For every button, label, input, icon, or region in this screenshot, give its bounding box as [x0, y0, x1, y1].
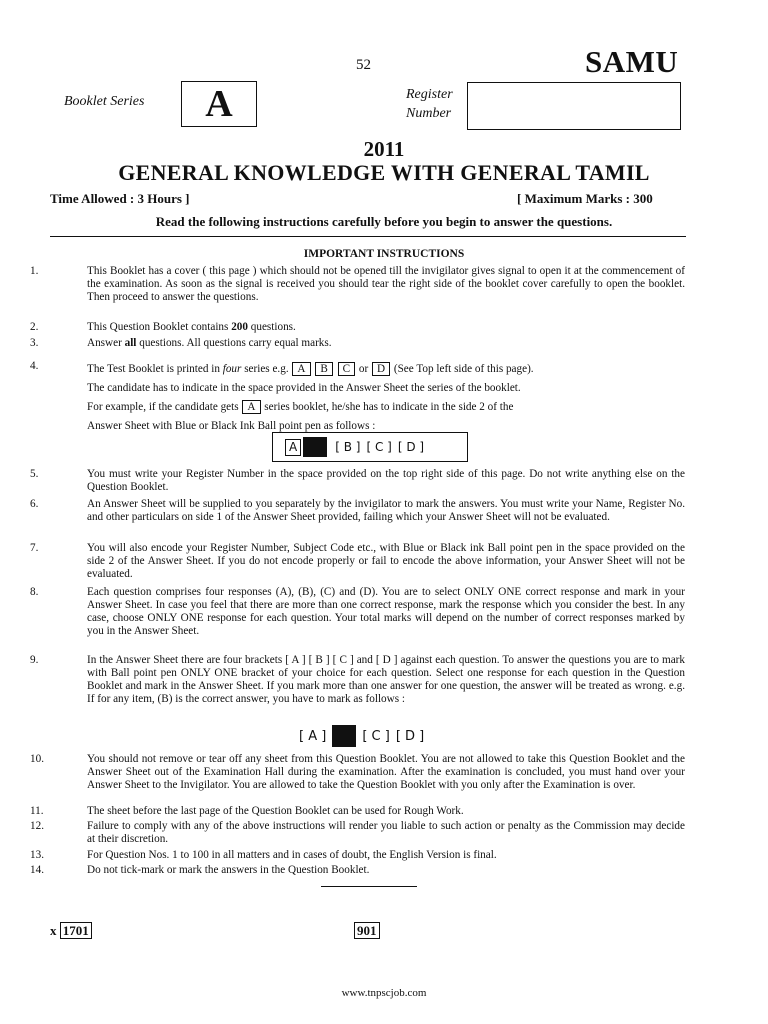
- instruction-text: Each question comprises four responses (A), (B), (C) and (D). You are to select ONLY ONE correct response and mark in your Answer Sheet. In case you feel that there are more than one correct response, mark the response which you consider the best. In any case, choose ONLY ONE response for each question. Your total marks will depend on the number of correct responses marked by you in the Answer Sheet.: [87, 586, 685, 637]
- time-allowed: Time Allowed : 3 Hours ]: [50, 191, 190, 206]
- text-part: For example, if the candidate gets: [87, 401, 242, 413]
- instruction-text: You should not remove or tear off any sheet from this Question Booklet. You are not allowed to take this Question Booklet and the Answer Sheet out of the Examination Hall during the examination. After the examination is concluded, you must hand over your Answer Sheet to the Invigilator. You are allowed to take the Question Booklet with you only after the Examination is over.: [87, 753, 685, 791]
- instruction-text: [87, 321, 685, 334]
- register-number-box[interactable]: [467, 82, 681, 130]
- instruction-number: 1.: [30, 265, 39, 277]
- sample-answer-c: [ C ]: [362, 728, 390, 744]
- text-italic: four: [222, 363, 242, 375]
- sample-option-d: [ D ]: [397, 440, 425, 454]
- exam-year: 2011: [363, 137, 405, 161]
- instruction-number: 10.: [30, 753, 44, 765]
- header-rule: [50, 236, 686, 237]
- text-bold: 200: [231, 321, 248, 333]
- instruction-text: In the Answer Sheet there are four brackets [ A ] [ B ] [ C ] and [ D ] against each question. To answer the questions you are to mark with Ball point pen ONLY ONE bracket of your choice for each question. Select one response for each question in the Question Booklet and mark in the Answer Sheet. If you mark more than one answer for one question, the answer will be treated as wrong. e.g. If for any item, (B) is the correct answer, you have to mark as follows :: [87, 654, 685, 705]
- instruction-number: 8.: [30, 586, 39, 598]
- text-part: or: [356, 363, 371, 375]
- instruction-text: This Booklet has a cover ( this page ) which should not be opened till the invigilator gives signal to open it at the commencement of the examination. As soon as the signal is received you should tear the right side of the booklet cover carefully to open the booklet. Then proceed to answer the questions.: [87, 265, 685, 303]
- footer-website: www.tnpscjob.com: [341, 987, 427, 999]
- footer-left-code: 1701: [60, 922, 92, 939]
- text-part: (See Top left side of this page).: [391, 363, 534, 375]
- text-part: questions. All questions carry equal marks.: [136, 337, 332, 349]
- series-option-a: A: [292, 362, 310, 376]
- instruction-text: For Question Nos. 1 to 100 in all matters and in cases of doubt, the English Version is final.: [87, 849, 497, 861]
- end-rule: [321, 886, 417, 887]
- instruction-number: 7.: [30, 542, 39, 554]
- text-part: The Test Booklet is printed in: [87, 363, 223, 375]
- instruction-number: 6.: [30, 498, 39, 510]
- read-instructions-note: Read the following instructions carefully before you begin to answer the questions.: [155, 214, 613, 229]
- sample-answer-d: [ D ]: [395, 728, 425, 744]
- instructions-heading: IMPORTANT INSTRUCTIONS: [303, 248, 465, 260]
- series-marking-sample: [272, 432, 468, 462]
- instruction-text: Failure to comply with any of the above instructions will render you liable to such action or penalty as the Commission may decide at their discretion.: [87, 820, 685, 845]
- booklet-series-label: Booklet Series: [64, 94, 145, 109]
- booklet-series-value: A: [205, 83, 233, 125]
- series-option-c: C: [338, 362, 355, 376]
- register-number-label: [406, 85, 453, 123]
- page-number: 52: [356, 57, 371, 73]
- text-part: questions.: [247, 321, 296, 333]
- instruction-number: 4.: [30, 360, 39, 372]
- text-part: series e.g.: [241, 363, 292, 375]
- footer-mid-code: 901: [354, 922, 380, 939]
- text-bold: all: [124, 337, 137, 349]
- answer-marking-sample: [299, 723, 424, 749]
- sample-answer-a: [ A ]: [299, 728, 327, 744]
- instruction-number: 3.: [30, 337, 39, 349]
- footer-prefix: x: [50, 923, 57, 938]
- instruction-text: [87, 337, 685, 350]
- instruction-text: [87, 360, 685, 436]
- booklet-series-box: [181, 81, 257, 127]
- text-part: series booklet, he/she has to indicate in the side 2 of the: [261, 401, 514, 413]
- series-option-example: A: [242, 400, 260, 414]
- series-option-d: D: [372, 362, 390, 376]
- sample-filled-option: [303, 437, 327, 457]
- instruction-number: 12.: [30, 820, 44, 832]
- instruction-text: You will also encode your Register Number, Subject Code etc., with Blue or Black ink Ball point pen in the space provided on the side 2 of the Answer Sheet. If you do not encode properly or fail to encode the above information, your Answer Sheet will not be evaluated.: [87, 542, 685, 580]
- text-part: Answer Sheet with Blue or Black Ink Ball point pen as follows :: [87, 420, 376, 432]
- instruction-text: Do not tick-mark or mark the answers in the Question Booklet.: [87, 864, 370, 876]
- text-part: This Question Booklet contains: [87, 321, 232, 333]
- instruction-number: 2.: [30, 321, 39, 333]
- sample-option-b: [ B ]: [335, 440, 361, 454]
- instruction-number: 5.: [30, 468, 39, 480]
- text-part: The candidate has to indicate in the space provided in the Answer Sheet the series of the booklet.: [87, 382, 521, 394]
- instruction-number: 14.: [30, 864, 44, 876]
- register-label-line2: Number: [406, 106, 452, 121]
- text-part: Answer: [87, 337, 125, 349]
- register-label-line1: Register: [406, 87, 453, 102]
- instruction-text: An Answer Sheet will be supplied to you separately by the invigilator to mark the answers. You must write your Name, Register No. and other particulars on side 1 of the Answer Sheet provided, failing which your Answer Sheet will not be evaluated.: [87, 498, 685, 523]
- instruction-number: 13.: [30, 849, 44, 861]
- maximum-marks: [ Maximum Marks : 300: [517, 191, 653, 206]
- instruction-number: 11.: [30, 805, 44, 817]
- footer-code-left: [50, 923, 92, 939]
- exam-title: GENERAL KNOWLEDGE WITH GENERAL TAMIL: [118, 160, 650, 185]
- sample-filled-answer-b: [332, 725, 356, 747]
- paper-code: SAMU: [585, 44, 679, 79]
- instruction-text: You must write your Register Number in the space provided on the top right side of this page. Do not write anything else on the Question Booklet.: [87, 468, 685, 493]
- instruction-text: The sheet before the last page of the Question Booklet can be used for Rough Work.: [87, 805, 464, 817]
- series-option-b: B: [315, 362, 332, 376]
- instruction-number: 9.: [30, 654, 39, 666]
- sample-option-c: [ C ]: [366, 440, 392, 454]
- sample-option-a: A: [285, 439, 301, 456]
